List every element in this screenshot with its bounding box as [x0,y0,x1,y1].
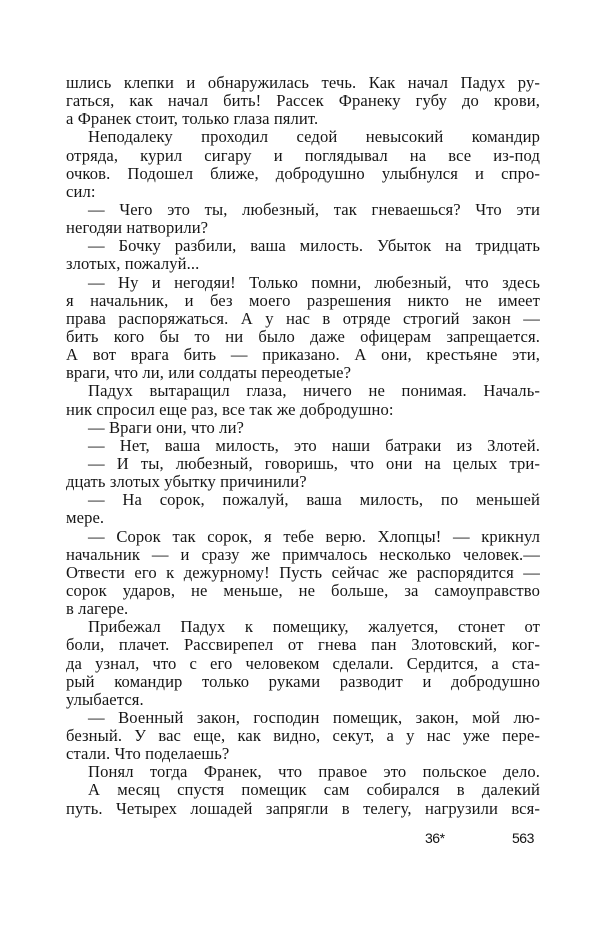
text-line: — Чего это ты, любезный, так гневаешься? Что эти [88,199,540,219]
text-line: Падух вытаращил глаза, ничего не понимая. Началь- [88,381,540,401]
page-footer [0,830,600,850]
printer-signature-mark: 36* [425,830,445,846]
text-line: улыбается. [66,689,144,709]
text-line: — Сорок так сорок, я тебе верю. Хлопцы! — крикнул [88,526,540,546]
text-line: бить кого бы то ни было даже офицерам запрещается. [66,326,540,346]
text-line: А вот врага бить — приказано. А они, крестьяне эти, [66,345,540,365]
text-line: безный. У вас еще, как видно, секут, а у нас уже пере- [66,726,540,746]
text-line: а Франек стоит, только глаза пялит. [66,109,319,129]
text-line: злотых, пожалуй... [66,254,200,274]
text-line: — Нет, ваша милость, это наши батраки из Злотей. [88,435,540,455]
text-line: Неподалеку проходил седой невысокий командир [88,127,540,147]
text-line: — Ну и негодяи! Только помни, любезный, что здесь [88,272,540,292]
text-line: Прибежал Падух к помещику, жалуется, стонет от [88,617,540,637]
text-line: негодяи натворили? [66,218,209,238]
text-line: ник спросил еще раз, все так же добродушно: [66,399,394,419]
text-line: — Военный закон, господин помещик, закон, мой лю- [88,707,540,727]
text-line: — Враги они, что ли? [88,417,245,437]
text-line: в лагере. [66,599,129,619]
text-line: дцать злотых убытку причинили? [66,472,307,492]
text-line: очков. Подошел ближе, добродушно улыбнулся и спро- [66,163,540,183]
text-line: враги, что ли, или солдаты переодетые? [66,363,352,383]
text-line: сорок ударов, не меньше, не больше, за самоуправство [66,580,540,600]
text-line: — Бочку разбили, ваша милость. Убыток на тридцать [88,236,540,256]
text-line: сил: [66,181,96,201]
text-line: путь. Четырех лошадей запрягли в телегу, нагрузили вся- [66,798,540,818]
page-number: 563 [512,830,534,846]
text-line: рый командир только руками разводит и добродушно [66,671,540,691]
text-line: да узнал, что с его человеком сделали. Сердится, а ста- [66,653,540,673]
text-line: — И ты, любезный, говоришь, что они на целых три- [88,453,540,473]
text-line: А месяц спустя помещик сам собирался в далекий [88,780,540,800]
text-line: гаться, как начал бить! Рассек Франеку губу до крови, [66,91,540,111]
text-line: боли, плачет. Рассвирепел от гнева пан Злотовский, ког- [66,635,540,655]
page-body-text [66,74,540,818]
text-line: Понял тогда Франек, что правое это польское дело. [88,762,540,782]
text-line: начальник — и сразу же примчалось несколько человек.— [66,544,540,564]
text-line: мере. [66,508,105,528]
text-line: отряда, курил сигару и поглядывал на все из-под [66,145,540,165]
text-line: шлись клепки и обнаружилась течь. Как начал Падух ру- [66,73,540,92]
text-line: Отвести его к дежурному! Пусть сейчас же распорядится — [66,562,540,582]
text-line: я начальник, и без моего разрешения никто не имеет [66,290,540,310]
text-line: — На сорок, пожалуй, ваша милость, по меньшей [88,490,540,510]
text-line: стали. Что поделаешь? [66,744,230,764]
text-line: права распоряжаться. А у нас в отряде строгий закон — [66,308,540,328]
